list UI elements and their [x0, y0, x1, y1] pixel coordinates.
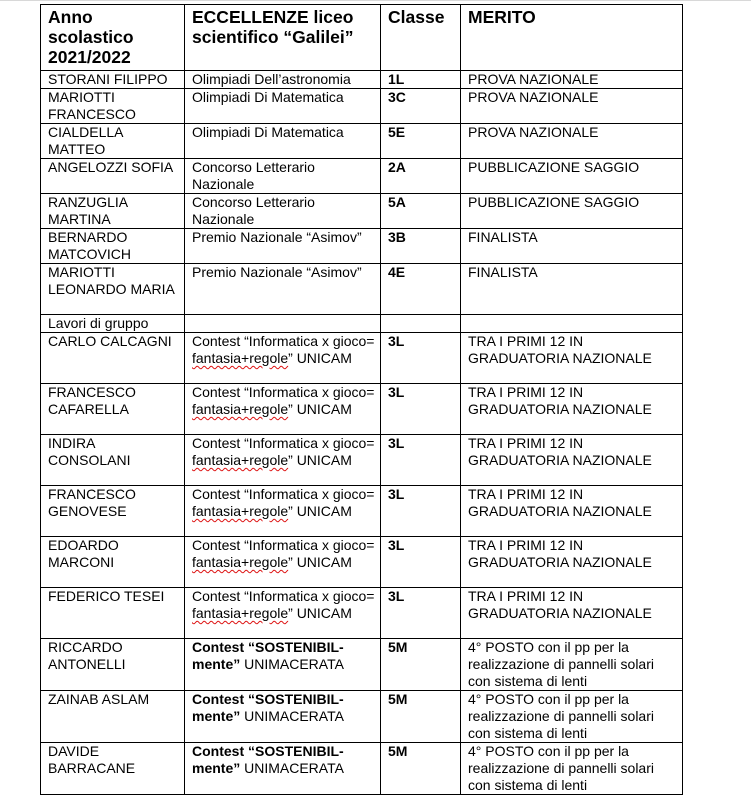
merit-text: PROVA NAZIONALE [461, 71, 683, 89]
event-name [185, 384, 381, 435]
student-name: FRANCESCO CAFARELLA [41, 384, 185, 435]
merit-text: TRA I PRIMI 12 IN GRADUATORIA NAZIONALE [461, 486, 683, 537]
event-text: Contest “Informatica x gioco= [192, 588, 375, 604]
event-name [185, 333, 381, 384]
event-text: UNIMACERATA [240, 656, 344, 672]
event-name [185, 435, 381, 486]
merit-text: FINALISTA [461, 264, 683, 315]
merit-text: PUBBLICAZIONE SAGGIO [461, 194, 683, 229]
event-text: Contest “Informatica x gioco= [192, 537, 375, 553]
class-code: 3L [381, 486, 461, 537]
class-code: 1L [381, 71, 461, 89]
event-text: Contest “Informatica x gioco= [192, 486, 375, 502]
student-name: EDOARDO MARCONI [41, 537, 185, 588]
class-code: 5E [381, 124, 461, 159]
merit-text: 4° POSTO con il pp per la realizzazione di pannelli solari con sistema di lenti [461, 743, 683, 795]
student-name: CIALDELLA MATTEO [41, 124, 185, 159]
student-name: RICCARDO ANTONELLI [41, 639, 185, 691]
eccellenze-table [40, 4, 683, 795]
group-label: Lavori di gruppo [41, 315, 185, 333]
event-name: Concorso Letterario Nazionale [185, 159, 381, 194]
event-text: UNIMACERATA [240, 708, 344, 724]
event-text-underlined: fantasia+regole [192, 452, 289, 468]
empty-cell [185, 315, 381, 333]
table-row [41, 384, 683, 435]
student-name: RANZUGLIA MARTINA [41, 194, 185, 229]
event-text-bold: Contest “SOSTENIBIL-mente” [192, 639, 344, 672]
event-text: ” UNICAM [288, 554, 352, 570]
event-text-underlined: fantasia+regole [192, 503, 289, 519]
event-text: Contest “Informatica x gioco= [192, 435, 375, 451]
event-name: Concorso Letterario Nazionale [185, 194, 381, 229]
table-row [41, 264, 683, 315]
student-name: FRANCESCO GENOVESE [41, 486, 185, 537]
merit-text: PUBBLICAZIONE SAGGIO [461, 159, 683, 194]
merit-text: TRA I PRIMI 12 IN GRADUATORIA NAZIONALE [461, 435, 683, 486]
group-label-row [41, 315, 683, 333]
class-code: 3B [381, 229, 461, 264]
event-text: ” UNICAM [288, 350, 352, 366]
merit-text: TRA I PRIMI 12 IN GRADUATORIA NAZIONALE [461, 588, 683, 639]
event-text-underlined: fantasia+regole [192, 554, 289, 570]
event-name [185, 588, 381, 639]
event-name: Olimpiadi Dell’astronomia [185, 71, 381, 89]
student-name: CARLO CALCAGNI [41, 333, 185, 384]
class-code: 3C [381, 89, 461, 124]
header-anno: Anno scolastico 2021/2022 [41, 5, 185, 71]
event-name: Olimpiadi Di Matematica [185, 124, 381, 159]
class-code: 5A [381, 194, 461, 229]
event-name: Olimpiadi Di Matematica [185, 89, 381, 124]
table-row [41, 537, 683, 588]
event-text-bold: Contest “SOSTENIBIL-mente” [192, 691, 344, 724]
table-row [41, 71, 683, 89]
page-top-rule [0, 0, 751, 1]
student-name: FEDERICO TESEI [41, 588, 185, 639]
class-code: 3L [381, 435, 461, 486]
merit-text: TRA I PRIMI 12 IN GRADUATORIA NAZIONALE [461, 333, 683, 384]
event-name [185, 639, 381, 691]
student-name: MARIOTTI LEONARDO MARIA [41, 264, 185, 315]
class-code: 2A [381, 159, 461, 194]
table-row [41, 743, 683, 795]
class-code: 5M [381, 639, 461, 691]
event-text: ” UNICAM [288, 605, 352, 621]
event-text-bold: Contest “SOSTENIBIL-mente” [192, 743, 344, 776]
event-name: Premio Nazionale “Asimov” [185, 229, 381, 264]
event-text-underlined: fantasia+regole [192, 401, 289, 417]
student-name: ANGELOZZI SOFIA [41, 159, 185, 194]
student-name: INDIRA CONSOLANI [41, 435, 185, 486]
event-text: Contest “Informatica x gioco= [192, 333, 375, 349]
table-row [41, 691, 683, 743]
event-text: ” UNICAM [288, 401, 352, 417]
empty-cell [381, 315, 461, 333]
student-name: DAVIDE BARRACANE [41, 743, 185, 795]
merit-text: PROVA NAZIONALE [461, 124, 683, 159]
merit-text: 4° POSTO con il pp per la realizzazione di pannelli solari con sistema di lenti [461, 691, 683, 743]
merit-text: TRA I PRIMI 12 IN GRADUATORIA NAZIONALE [461, 537, 683, 588]
student-name: MARIOTTI FRANCESCO [41, 89, 185, 124]
merit-text: FINALISTA [461, 229, 683, 264]
event-text: ” UNICAM [288, 503, 352, 519]
event-text: Contest “Informatica x gioco= [192, 384, 375, 400]
student-name: STORANI FILIPPO [41, 71, 185, 89]
table-row [41, 89, 683, 124]
merit-text: 4° POSTO con il pp per la realizzazione di pannelli solari con sistema di lenti [461, 639, 683, 691]
event-name [185, 743, 381, 795]
table-row [41, 124, 683, 159]
table-row [41, 333, 683, 384]
class-code: 4E [381, 264, 461, 315]
table-row [41, 486, 683, 537]
table-row [41, 435, 683, 486]
event-text: ” UNICAM [288, 452, 352, 468]
empty-cell [461, 315, 683, 333]
class-code: 3L [381, 333, 461, 384]
class-code: 3L [381, 588, 461, 639]
merit-text: PROVA NAZIONALE [461, 89, 683, 124]
student-name: ZAINAB ASLAM [41, 691, 185, 743]
header-eccellenze: ECCELLENZE liceo scientifico “Galilei” [185, 5, 381, 71]
class-code: 3L [381, 384, 461, 435]
header-merito: MERITO [461, 5, 683, 71]
header-classe: Classe [381, 5, 461, 71]
event-text-underlined: fantasia+regole [192, 350, 289, 366]
event-name: Premio Nazionale “Asimov” [185, 264, 381, 315]
table-row [41, 229, 683, 264]
class-code: 3L [381, 537, 461, 588]
class-code: 5M [381, 743, 461, 795]
table-row [41, 588, 683, 639]
event-text: UNIMACERATA [240, 760, 344, 776]
student-name: BERNARDO MATCOVICH [41, 229, 185, 264]
header-row [41, 5, 683, 71]
merit-text: TRA I PRIMI 12 IN GRADUATORIA NAZIONALE [461, 384, 683, 435]
table-row [41, 159, 683, 194]
event-name [185, 691, 381, 743]
event-name [185, 537, 381, 588]
class-code: 5M [381, 691, 461, 743]
event-name [185, 486, 381, 537]
table-row [41, 194, 683, 229]
event-text-underlined: fantasia+regole [192, 605, 289, 621]
table-row [41, 639, 683, 691]
